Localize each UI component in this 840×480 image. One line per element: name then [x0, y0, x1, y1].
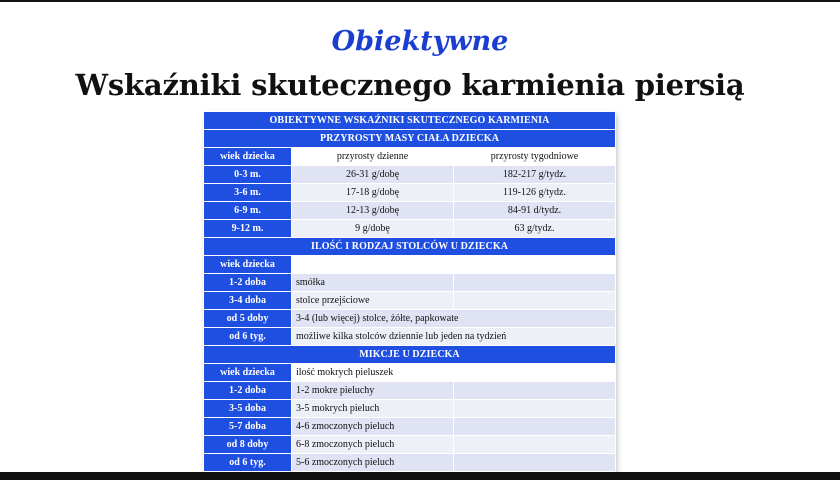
wet-diapers-cell: 6-8 zmoczonych pieluch	[292, 436, 454, 454]
table-row	[204, 454, 616, 472]
wet-diapers-cell: 5-6 zmoczonych pieluch	[292, 454, 454, 472]
column-header-daily: przyrosty dzienne	[292, 148, 454, 166]
empty-cell	[454, 364, 616, 382]
age-cell: 9-12 m.	[204, 220, 292, 238]
age-cell: od 6 tyg.	[204, 454, 292, 472]
table-row	[204, 292, 616, 310]
section-header-row	[204, 238, 616, 256]
table-row	[204, 274, 616, 292]
weekly-gain-cell: 63 g/tydz.	[454, 220, 616, 238]
age-cell: od 5 doby	[204, 310, 292, 328]
column-header-wet-diapers: ilość mokrych pieluszek	[292, 364, 454, 382]
weekly-gain-cell: 119-126 g/tydz.	[454, 184, 616, 202]
section-header-row	[204, 346, 616, 364]
empty-cell	[292, 256, 454, 274]
age-cell: od 8 doby	[204, 436, 292, 454]
table-row	[204, 148, 616, 166]
weight-section-header: PRZYROSTY MASY CIAŁA DZIECKA	[204, 130, 616, 148]
table-row	[204, 202, 616, 220]
daily-gain-cell: 17-18 g/dobę	[292, 184, 454, 202]
age-cell: 0-3 m.	[204, 166, 292, 184]
table-row	[204, 310, 616, 328]
empty-cell	[454, 382, 616, 400]
age-cell: 3-6 m.	[204, 184, 292, 202]
column-header-age: wiek dziecka	[204, 148, 292, 166]
stool-description-cell: możliwe kilka stolców dziennie lub jeden na tydzień	[292, 328, 616, 346]
table-main-header: OBIEKTYWNE WSKAŹNIKI SKUTECZNEGO KARMIENIA	[204, 112, 616, 130]
empty-cell	[454, 418, 616, 436]
empty-cell	[454, 436, 616, 454]
age-cell: 6-9 m.	[204, 202, 292, 220]
daily-gain-cell: 26-31 g/dobę	[292, 166, 454, 184]
weekly-gain-cell: 84-91 d/tydz.	[454, 202, 616, 220]
stool-description-cell: stolce przejściowe	[292, 292, 454, 310]
age-cell: 3-5 doba	[204, 400, 292, 418]
table-row	[204, 382, 616, 400]
empty-cell	[454, 292, 616, 310]
stools-section-header: ILOŚĆ I RODZAJ STOLCÓW U DZIECKA	[204, 238, 616, 256]
empty-cell	[454, 400, 616, 418]
top-border	[0, 0, 840, 2]
empty-cell	[454, 256, 616, 274]
stool-description-cell: 3-4 (lub więcej) stolce, żółte, papkowate	[292, 310, 616, 328]
table-row	[204, 364, 616, 382]
daily-gain-cell: 9 g/dobę	[292, 220, 454, 238]
section-header-row	[204, 130, 616, 148]
table-row	[204, 328, 616, 346]
column-header-weekly: przyrosty tygodniowe	[454, 148, 616, 166]
age-cell: 1-2 doba	[204, 274, 292, 292]
table-row	[204, 184, 616, 202]
table-main-header-row	[204, 112, 616, 130]
column-header-age: wiek dziecka	[204, 364, 292, 382]
weekly-gain-cell: 182-217 g/tydz.	[454, 166, 616, 184]
bottom-border	[0, 472, 840, 480]
table-row	[204, 256, 616, 274]
table-row	[204, 400, 616, 418]
indicators-table	[203, 111, 615, 472]
table-row	[204, 220, 616, 238]
table-row	[204, 166, 616, 184]
urination-section-header: MIKCJE U DZIECKA	[204, 346, 616, 364]
stool-description-cell: smółka	[292, 274, 454, 292]
age-cell: 3-4 doba	[204, 292, 292, 310]
age-cell: od 6 tyg.	[204, 328, 292, 346]
empty-cell	[454, 274, 616, 292]
column-header-age: wiek dziecka	[204, 256, 292, 274]
slide-subtitle: Obiektywne	[331, 26, 509, 57]
age-cell: 1-2 doba	[204, 382, 292, 400]
empty-cell	[454, 454, 616, 472]
table-row	[204, 436, 616, 454]
wet-diapers-cell: 1-2 mokre pieluchy	[292, 382, 454, 400]
daily-gain-cell: 12-13 g/dobę	[292, 202, 454, 220]
table-row	[204, 418, 616, 436]
age-cell: 5-7 doba	[204, 418, 292, 436]
slide-title: Wskaźniki skutecznego karmienia piersią	[75, 68, 745, 102]
wet-diapers-cell: 4-6 zmoczonych pieluch	[292, 418, 454, 436]
wet-diapers-cell: 3-5 mokrych pieluch	[292, 400, 454, 418]
